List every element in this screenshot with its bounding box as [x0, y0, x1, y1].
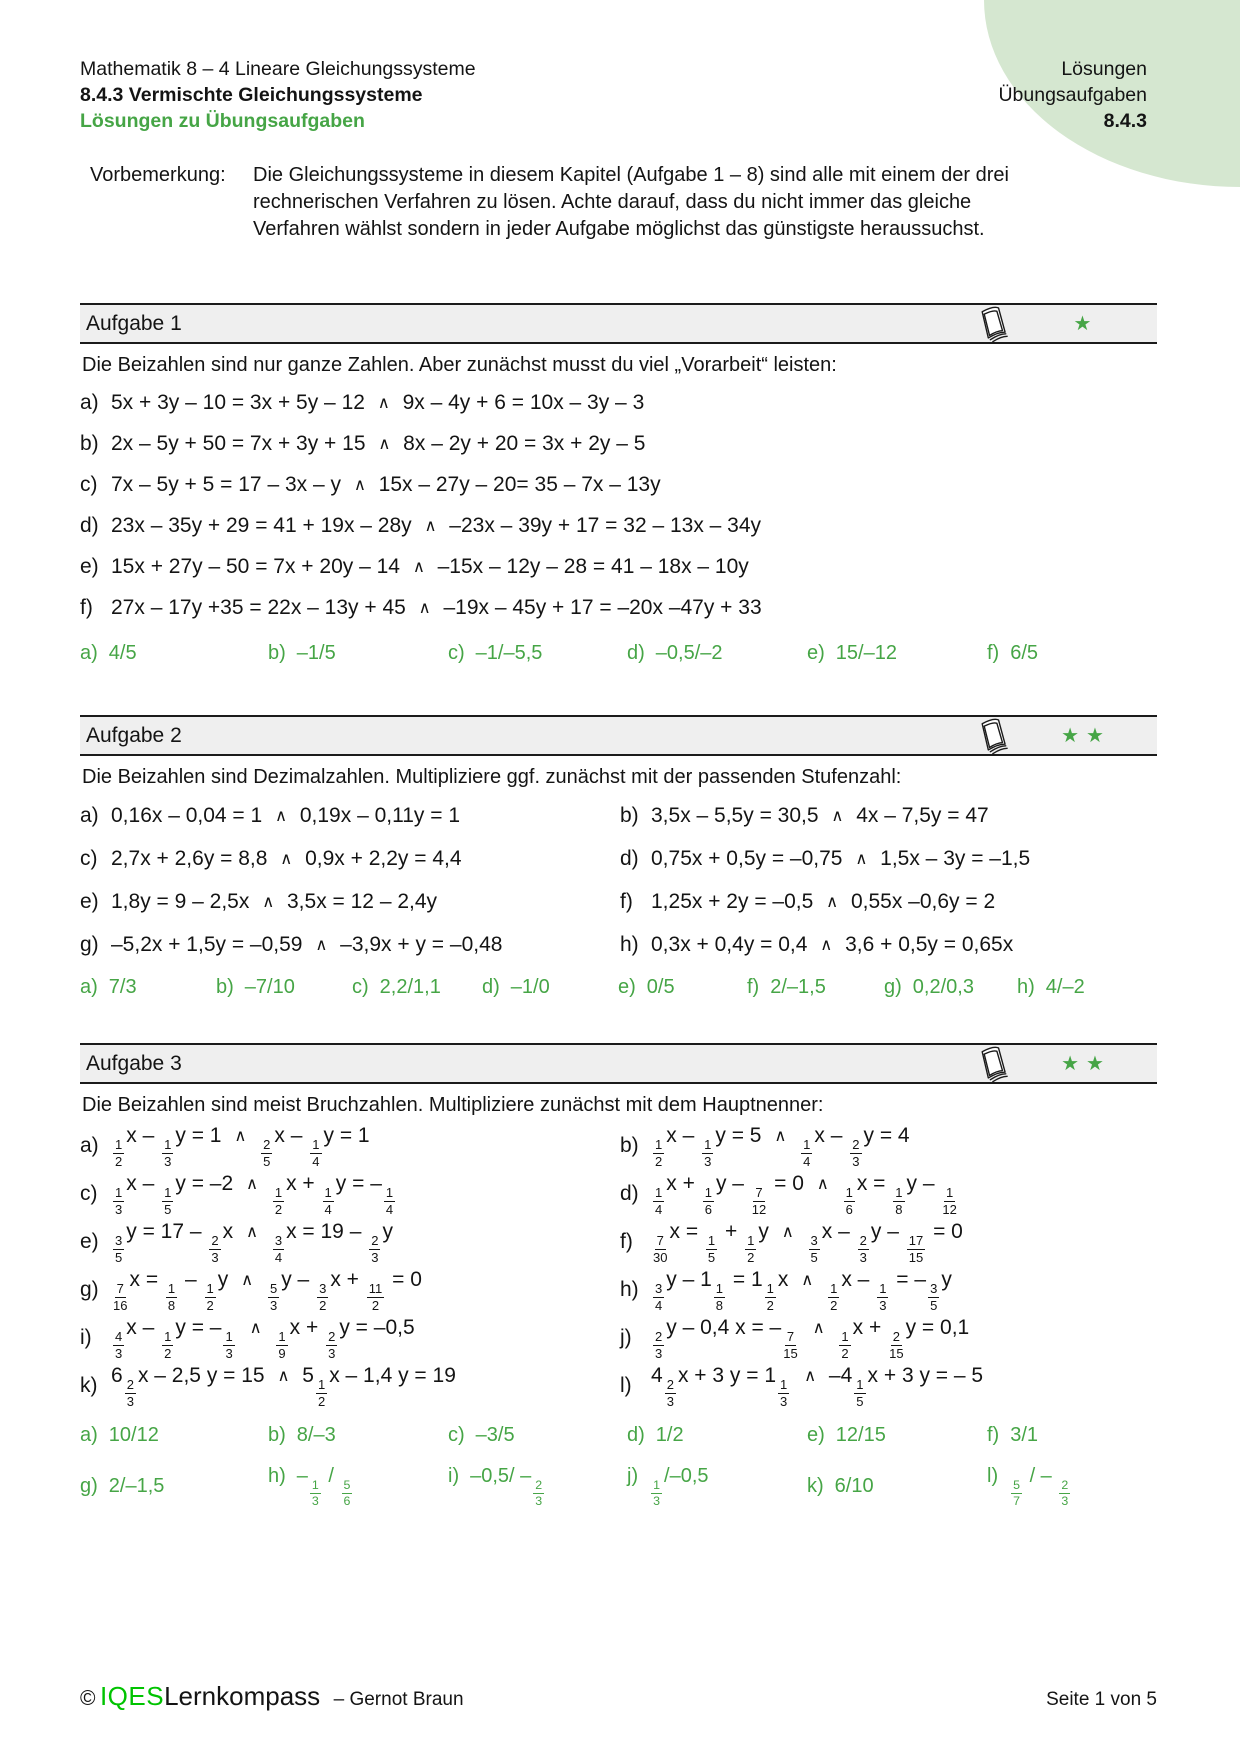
- author-name: – Gernot Braun: [333, 1689, 464, 1710]
- fraction: $\frac{1}{3}$: [225, 1329, 233, 1362]
- equation: 15x + 27y – 50 = 7x + 20y – 14 ∧ –15x – 12y – 28 = 41 – 18x – 10y: [111, 554, 749, 578]
- fraction: $\frac{1}{2}$: [830, 1281, 838, 1314]
- answer: [482, 976, 618, 999]
- fraction: $\frac{1}{4}$: [385, 1185, 394, 1218]
- equation-label: e): [80, 889, 99, 913]
- fraction: $\frac{1}{3}$: [780, 1377, 788, 1410]
- answer-value: 4/5: [108, 642, 137, 664]
- fraction: $\frac{1}{9}$: [278, 1329, 286, 1362]
- task-header-bar: [80, 1043, 1157, 1084]
- answer: [268, 1424, 448, 1447]
- equation: 7x – 5y + 5 = 17 – 3x – y ∧ 15x – 27y – 20= 35 – 7x – 13y: [111, 472, 661, 496]
- footer-brand: [80, 1681, 464, 1712]
- equation-list: [80, 1122, 1157, 1410]
- equation-row: [80, 1170, 620, 1218]
- answer: [80, 1424, 268, 1447]
- fraction: $\frac{1}{5}$: [164, 1185, 172, 1218]
- fraction: $\frac{1}{2}$: [841, 1329, 849, 1362]
- answers-row: [80, 1424, 1157, 1508]
- equation-label: a): [80, 1134, 99, 1157]
- task-intro-text: Die Beizahlen sind Dezimalzahlen. Multipliziere ggf. zunächst mit der passenden Stufenzahl:: [82, 766, 902, 788]
- answer: [618, 976, 747, 999]
- answer-value: 15/–12: [835, 642, 897, 664]
- equation: $\frac{1}{2}$ x – $\frac{1}{3}$ y = 1 ∧ $\frac{2}{5}$ x – $\frac{1}{4}$ y = 1: [115, 1123, 370, 1170]
- equation: 27x – 17y +35 = 22x – 13y + 45 ∧ –19x – 45y + 17 = –20x –47y + 33: [111, 595, 762, 619]
- equation-row: [80, 880, 620, 923]
- fraction: $\frac{1}{4}$: [803, 1137, 811, 1170]
- equation-row: [80, 923, 620, 966]
- answer: [747, 976, 884, 999]
- equation: 0,75x + 0,5y = –0,75 ∧ 1,5x – 3y = –1,5: [651, 846, 1031, 870]
- exercise-book-icon: [969, 716, 1015, 756]
- fraction: $\frac{1}{2}$: [655, 1137, 663, 1170]
- answer-value: $\frac{5}{7}$ / – $\frac{2}{3}$: [1013, 1465, 1069, 1509]
- equation-label: d): [80, 513, 99, 537]
- equation-row: [620, 1218, 1157, 1266]
- equation-list: [80, 794, 1157, 966]
- fraction: $\frac{7}{30}$: [653, 1233, 668, 1266]
- fraction: $\frac{4}{3}$: [115, 1329, 123, 1362]
- fraction: $\frac{3}{5}$: [115, 1233, 123, 1266]
- equation-row: [80, 464, 1157, 505]
- header-right-block: [998, 56, 1147, 134]
- fraction: $\frac{3}{2}$: [319, 1281, 327, 1314]
- equation-row: [80, 1218, 620, 1266]
- equation-row: [80, 837, 620, 880]
- answer-label: f): [987, 642, 1000, 664]
- answer-value: 2/–1,5: [770, 976, 826, 998]
- fraction: $\frac{1}{3}$: [879, 1281, 887, 1314]
- equation-row: [620, 794, 1157, 837]
- answer-label: f): [987, 1424, 1000, 1446]
- equation-label: h): [620, 1278, 639, 1301]
- equation-row: [620, 1314, 1157, 1362]
- answer-value: 6/10: [834, 1474, 874, 1497]
- answer-label: d): [627, 1424, 645, 1446]
- answer: [1017, 976, 1157, 999]
- preliminary-note: [80, 162, 1157, 243]
- task-title: Aufgabe 3: [86, 1051, 182, 1075]
- equation: 5x + 3y – 10 = 3x + 5y – 12 ∧ 9x – 4y + 6 = 10x – 3y – 3: [111, 390, 645, 414]
- task-section: [80, 303, 1157, 665]
- chapter-title: 8.4.3 Vermischte Gleichungssysteme: [80, 84, 423, 106]
- answer-value: 7/3: [108, 976, 137, 998]
- answer-value: –0,5/–2: [655, 642, 723, 664]
- equation: $\frac{4}{3}$ x – $\frac{1}{2}$ y = – $\frac{1}{3}$ ∧ $\frac{1}{9}$ x + $\frac{2}{3}$ y = –0,5: [115, 1315, 415, 1362]
- fraction: $\frac{1}{2}$: [164, 1329, 172, 1362]
- answer-label: e): [618, 976, 636, 998]
- answer-value: –7/10: [244, 976, 295, 998]
- fraction: $\frac{1}{3}$: [115, 1185, 123, 1218]
- answer-label: k): [807, 1474, 824, 1497]
- fraction: $\frac{2}{3}$: [211, 1233, 219, 1266]
- task-title: Aufgabe 1: [86, 311, 182, 335]
- equation-row: [80, 505, 1157, 546]
- and-operator: ∧: [377, 393, 390, 412]
- document-header: [80, 0, 1157, 134]
- task-section: [80, 715, 1157, 999]
- fraction: $\frac{1}{5}$: [707, 1233, 716, 1266]
- answer-value: –0,5/ – $\frac{2}{3}$: [470, 1465, 543, 1509]
- solutions-subtitle: Lösungen zu Übungsaufgaben: [80, 110, 365, 132]
- task-title: Aufgabe 2: [86, 723, 182, 747]
- fraction: $\frac{5}{6}$: [343, 1477, 351, 1509]
- and-operator: ∧: [277, 1366, 290, 1385]
- answer: [80, 976, 216, 999]
- equation-row: [80, 1314, 620, 1362]
- answer-value: 2,2/1,1: [379, 976, 441, 998]
- fraction: $\frac{1}{2}$: [115, 1137, 123, 1170]
- answer-label: j): [627, 1465, 639, 1487]
- answer-value: 10/12: [108, 1424, 159, 1446]
- exercise-book-icon: [974, 304, 1010, 344]
- equation-label: b): [620, 1134, 639, 1157]
- equation-list: [80, 382, 1157, 628]
- fraction: $\frac{17}{15}$: [908, 1233, 924, 1266]
- fraction: $\frac{5}{3}$: [269, 1281, 278, 1314]
- and-operator: ∧: [234, 1126, 247, 1145]
- fraction: $\frac{2}{3}$: [666, 1377, 674, 1410]
- fraction: $\frac{2}{3}$: [1061, 1477, 1069, 1509]
- answer-label: d): [627, 642, 645, 664]
- equation-row: [620, 1170, 1157, 1218]
- header-right-chapter-number: 8.4.3: [1103, 110, 1147, 132]
- answer-value: 0/5: [646, 976, 675, 998]
- and-operator: ∧: [781, 1222, 794, 1241]
- and-operator: ∧: [804, 1366, 817, 1385]
- answer-label: a): [80, 976, 98, 998]
- answer: [80, 642, 268, 665]
- exercise-book-icon: [969, 1044, 1015, 1084]
- fraction: $\frac{2}{3}$: [859, 1233, 867, 1266]
- equation: 4 $\frac{2}{3}$ x + 3 y = 1 $\frac{1}{3}$ ∧ –4 $\frac{1}{5}$ x + 3 y = – 5: [651, 1363, 984, 1410]
- answer: [80, 1475, 268, 1498]
- fraction: $\frac{1}{4}$: [655, 1185, 663, 1218]
- fraction: $\frac{1}{4}$: [312, 1137, 320, 1170]
- equation-label: e): [80, 1230, 99, 1253]
- fraction: $\frac{3}{4}$: [655, 1281, 663, 1314]
- fraction: $\frac{2}{3}$: [328, 1329, 336, 1362]
- equation-row: [80, 423, 1157, 464]
- fraction: $\frac{3}{5}$: [810, 1233, 818, 1266]
- answers-row: [80, 976, 1157, 999]
- answer-value: 12/15: [835, 1424, 886, 1446]
- and-operator: ∧: [315, 935, 328, 954]
- equation-label: c): [80, 1182, 98, 1205]
- equation-row: [620, 1266, 1157, 1314]
- equation-label: f): [620, 889, 633, 913]
- equation-label: k): [80, 1374, 98, 1397]
- equation-row: [80, 1362, 620, 1410]
- fraction: $\frac{2}{15}$: [889, 1329, 904, 1362]
- and-operator: ∧: [412, 557, 425, 576]
- fraction: $\frac{1}{8}$: [715, 1281, 724, 1314]
- and-operator: ∧: [774, 1126, 787, 1145]
- equation-label: i): [80, 1326, 92, 1349]
- answer-label: e): [807, 642, 825, 664]
- difficulty-stars: ★: [1073, 313, 1099, 335]
- answer: [987, 1465, 1157, 1508]
- page-footer: [80, 1681, 1157, 1712]
- fraction: $\frac{1}{2}$: [766, 1281, 774, 1314]
- equation-label: a): [80, 390, 99, 414]
- equation-row: [80, 546, 1157, 587]
- answer-value: 0,2/0,3: [912, 976, 974, 998]
- equation: 23x – 35y + 29 = 41 + 19x – 28y ∧ –23x – 39y + 17 = 32 – 13x – 34y: [111, 513, 762, 537]
- answer-label: b): [216, 976, 234, 998]
- equation-row: [620, 923, 1157, 966]
- answer-value: 1/2: [655, 1424, 684, 1446]
- answers-row: [80, 642, 1157, 665]
- fraction: $\frac{3}{5}$: [930, 1281, 938, 1314]
- answer-label: c): [352, 976, 369, 998]
- answer: [627, 642, 807, 665]
- answer: [987, 1424, 1157, 1447]
- answer-label: f): [747, 976, 760, 998]
- equation-row: [80, 1266, 620, 1314]
- answer-value: –1/5: [296, 642, 336, 664]
- equation-row: [80, 794, 620, 837]
- equation: $\frac{3}{4}$ y – 1 $\frac{1}{8}$ = 1 $\frac{1}{2}$ x ∧ $\frac{1}{2}$ x – $\frac{1}{3}$ = – $\frac{3}{5}$ y: [655, 1267, 952, 1314]
- fraction: $\frac{2}{3}$: [852, 1137, 860, 1170]
- answer-label: a): [80, 642, 98, 664]
- fraction: $\frac{1}{2}$: [206, 1281, 214, 1314]
- answer-label: b): [268, 1424, 286, 1446]
- answer: [448, 642, 627, 665]
- equation-label: g): [80, 1278, 99, 1301]
- answer: [627, 1424, 807, 1447]
- fraction: $\frac{11}{2}$: [368, 1281, 383, 1314]
- answer: [807, 642, 987, 665]
- and-operator: ∧: [831, 806, 844, 825]
- fraction: $\frac{1}{4}$: [324, 1185, 332, 1218]
- answer-label: d): [482, 976, 500, 998]
- lernkompass-logo-text: Lernkompass: [164, 1681, 321, 1711]
- and-operator: ∧: [241, 1270, 254, 1289]
- equation-row: [620, 880, 1157, 923]
- answer: [448, 1465, 627, 1508]
- task-sections: [80, 243, 1157, 1508]
- answer: [268, 642, 448, 665]
- answer-label: e): [807, 1424, 825, 1446]
- equation-row: [80, 382, 1157, 423]
- equation-row: [620, 837, 1157, 880]
- equation: $\frac{7}{16}$ x = $\frac{1}{8}$ – $\frac{1}{2}$ y ∧ $\frac{5}{3}$ y – $\frac{3}{2}$ x + $\frac{11}{2}$ = 0: [113, 1267, 422, 1314]
- and-operator: ∧: [801, 1270, 814, 1289]
- and-operator: ∧: [249, 1318, 262, 1337]
- preliminary-note-label: Vorbemerkung:: [90, 164, 226, 186]
- equation-label: a): [80, 803, 99, 827]
- equation-label: c): [80, 846, 98, 870]
- answer-label: b): [268, 642, 286, 664]
- answer-label: i): [448, 1465, 460, 1487]
- fraction: $\frac{1}{6}$: [704, 1185, 712, 1218]
- and-operator: ∧: [275, 806, 288, 825]
- equation-label: b): [620, 803, 639, 827]
- equation-row: [620, 1362, 1157, 1410]
- fraction: $\frac{1}{2}$: [317, 1377, 326, 1410]
- equation: $\frac{2}{3}$ y – 0,4 x = – $\frac{7}{15}$ ∧ $\frac{1}{2}$ x + $\frac{2}{15}$ y = 0,1: [655, 1315, 970, 1362]
- answer-label: h): [1017, 976, 1035, 998]
- answer-value: 4/–2: [1045, 976, 1085, 998]
- answer-value: 2/–1,5: [108, 1474, 165, 1497]
- fraction: $\frac{1}{2}$: [747, 1233, 755, 1266]
- equation: 2,7x + 2,6y = 8,8 ∧ 0,9x + 2,2y = 4,4: [111, 846, 462, 870]
- answer-label: c): [448, 642, 465, 664]
- answer-value: 6/5: [1010, 642, 1039, 664]
- equation: 0,16x – 0,04 = 1 ∧ 0,19x – 0,11y = 1: [111, 803, 461, 827]
- answer: [807, 1475, 987, 1498]
- equation: $\frac{1}{2}$ x – $\frac{1}{3}$ y = 5 ∧ $\frac{1}{4}$ x – $\frac{2}{3}$ y = 4: [655, 1123, 910, 1170]
- fraction: $\frac{1}{2}$: [274, 1185, 283, 1218]
- equation-label: g): [80, 932, 99, 956]
- equation: 1,8y = 9 – 2,5x ∧ 3,5x = 12 – 2,4y: [111, 889, 438, 913]
- fraction: $\frac{2}{5}$: [263, 1137, 271, 1170]
- answer-value: –1/0: [510, 976, 550, 998]
- task-header-bar: [80, 715, 1157, 756]
- and-operator: ∧: [424, 516, 437, 535]
- and-operator: ∧: [820, 935, 833, 954]
- answer: [352, 976, 482, 999]
- answer-label: l): [987, 1465, 999, 1487]
- equation-label: c): [80, 472, 98, 496]
- fraction: $\frac{1}{12}$: [942, 1185, 957, 1218]
- task-section: [80, 1043, 1157, 1508]
- fraction: $\frac{7}{15}$: [783, 1329, 798, 1362]
- equation-row: [80, 1122, 620, 1170]
- answer-label: a): [80, 1424, 98, 1446]
- answer: [448, 1424, 627, 1447]
- exercise-book-icon: [974, 716, 1010, 756]
- and-operator: ∧: [245, 1222, 258, 1241]
- equation: –5,2x + 1,5y = –0,59 ∧ –3,9x + y = –0,48: [111, 932, 503, 956]
- copyright-icon: ©: [80, 1687, 96, 1710]
- answer: [216, 976, 352, 999]
- answer-label: c): [448, 1424, 465, 1446]
- preliminary-note-text: Die Gleichungssysteme in diesem Kapitel (Aufgabe 1 – 8) sind alle mit einem der drei rechnerischen Verfahren zu lösen. Achte darauf, dass du nicht immer das gleiche Verfahren wählst sondern in jeder Aufgabe möglichst das günstigste heraussuchst.: [253, 164, 1009, 240]
- equation: $\frac{7}{30}$ x = $\frac{1}{5}$ + $\frac{1}{2}$ y ∧ $\frac{3}{5}$ x – $\frac{2}{3}$ y – $\frac{17}{15}$ = 0: [653, 1219, 963, 1266]
- iqes-logo-text: IQES: [99, 1681, 165, 1711]
- and-operator: ∧: [826, 892, 839, 911]
- fraction: $\frac{2}{3}$: [371, 1233, 379, 1266]
- exercise-book-icon: [974, 1044, 1010, 1084]
- answer: [268, 1465, 448, 1508]
- answer: [627, 1465, 807, 1508]
- equation-label: e): [80, 554, 99, 578]
- fraction: $\frac{7}{16}$: [113, 1281, 128, 1314]
- and-operator: ∧: [418, 598, 431, 617]
- fraction: $\frac{3}{4}$: [274, 1233, 283, 1266]
- equation-label: d): [620, 846, 639, 870]
- equation-row: [80, 587, 1157, 628]
- task-intro-text: Die Beizahlen sind meist Bruchzahlen. Multipliziere zunächst mit dem Hauptnenner:: [82, 1094, 824, 1116]
- fraction: $\frac{1}{8}$: [167, 1281, 176, 1314]
- fraction: $\frac{2}{3}$: [126, 1377, 134, 1410]
- fraction: $\frac{1}{6}$: [845, 1185, 853, 1218]
- fraction: $\frac{1}{3}$: [653, 1477, 661, 1509]
- equation: 1,25x + 2y = –0,5 ∧ 0,55x –0,6y = 2: [651, 889, 996, 913]
- equation: $\frac{1}{3}$ x – $\frac{1}{5}$ y = –2 ∧ $\frac{1}{2}$ x + $\frac{1}{4}$ y = – $\frac{1}{4}$: [115, 1171, 394, 1218]
- and-operator: ∧: [816, 1174, 829, 1193]
- answer-label: g): [884, 976, 902, 998]
- and-operator: ∧: [353, 475, 366, 494]
- equation: $\frac{3}{5}$ y = 17 – $\frac{2}{3}$ x ∧ $\frac{3}{4}$ x = 19 – $\frac{2}{3}$ y: [115, 1219, 393, 1266]
- and-operator: ∧: [262, 892, 275, 911]
- task-intro-text: Die Beizahlen sind nur ganze Zahlen. Aber zunächst musst du viel „Vorarbeit“ leisten:: [82, 354, 837, 376]
- fraction: $\frac{5}{7}$: [1013, 1477, 1021, 1509]
- equation-label: j): [620, 1326, 632, 1349]
- answer-label: g): [80, 1474, 98, 1497]
- fraction: $\frac{1}{8}$: [895, 1185, 903, 1218]
- fraction: $\frac{1}{3}$: [164, 1137, 172, 1170]
- fraction: $\frac{7}{12}$: [751, 1185, 767, 1218]
- equation-label: f): [80, 595, 93, 619]
- difficulty-stars: ★★: [1061, 1053, 1111, 1075]
- and-operator: ∧: [378, 434, 391, 453]
- and-operator: ∧: [246, 1174, 258, 1193]
- answer-label: h): [268, 1465, 286, 1487]
- answer-value: –3/5: [475, 1424, 515, 1446]
- header-right-line1: Lösungen: [1061, 58, 1147, 80]
- course-title: Mathematik 8 – 4 Lineare Gleichungssysteme: [80, 58, 476, 80]
- answer: [884, 976, 1017, 999]
- fraction: $\frac{2}{3}$: [535, 1477, 543, 1509]
- equation: 3,5x – 5,5y = 30,5 ∧ 4x – 7,5y = 47: [651, 803, 989, 827]
- answer-value: $\frac{1}{3}$ /–0,5: [653, 1465, 709, 1509]
- and-operator: ∧: [855, 849, 868, 868]
- and-operator: ∧: [812, 1318, 825, 1337]
- answer: [987, 642, 1157, 665]
- fraction: $\frac{1}{3}$: [311, 1477, 319, 1509]
- equation-label: d): [620, 1182, 639, 1205]
- difficulty-stars: ★★: [1061, 725, 1111, 747]
- equation: 6 $\frac{2}{3}$ x – 2,5 y = 15 ∧ 5 $\frac{1}{2}$ x – 1,4 y = 19: [111, 1363, 456, 1410]
- fraction: $\frac{1}{3}$: [704, 1137, 712, 1170]
- and-operator: ∧: [280, 849, 293, 868]
- answer-value: –1/–5,5: [475, 642, 543, 664]
- equation: 0,3x + 0,4y = 0,4 ∧ 3,6 + 0,5y = 0,65x: [651, 932, 1014, 956]
- equation-label: f): [620, 1230, 633, 1253]
- exercise-book-icon: [969, 304, 1015, 344]
- fraction: $\frac{2}{3}$: [655, 1329, 663, 1362]
- answer-value: 8/–3: [296, 1424, 336, 1446]
- equation-row: [620, 1122, 1157, 1170]
- fraction: $\frac{1}{5}$: [856, 1377, 864, 1410]
- page-number: Seite 1 von 5: [1046, 1689, 1157, 1710]
- equation-label: b): [80, 431, 99, 455]
- equation: 2x – 5y + 50 = 7x + 3y + 15 ∧ 8x – 2y + 20 = 3x + 2y – 5: [111, 431, 646, 455]
- task-header-bar: [80, 303, 1157, 344]
- header-right-line2: Übungsaufgaben: [998, 84, 1147, 106]
- answer-value: – $\frac{1}{3}$ / $\frac{5}{6}$: [296, 1465, 351, 1509]
- equation-label: h): [620, 932, 639, 956]
- answer: [807, 1424, 987, 1447]
- equation: $\frac{1}{4}$ x + $\frac{1}{6}$ y – $\frac{7}{12}$ = 0 ∧ $\frac{1}{6}$ x = $\frac{1}{8}$ y – $\frac{1}{12}$: [655, 1171, 957, 1218]
- equation-label: l): [620, 1374, 632, 1397]
- answer-value: 3/1: [1010, 1424, 1039, 1446]
